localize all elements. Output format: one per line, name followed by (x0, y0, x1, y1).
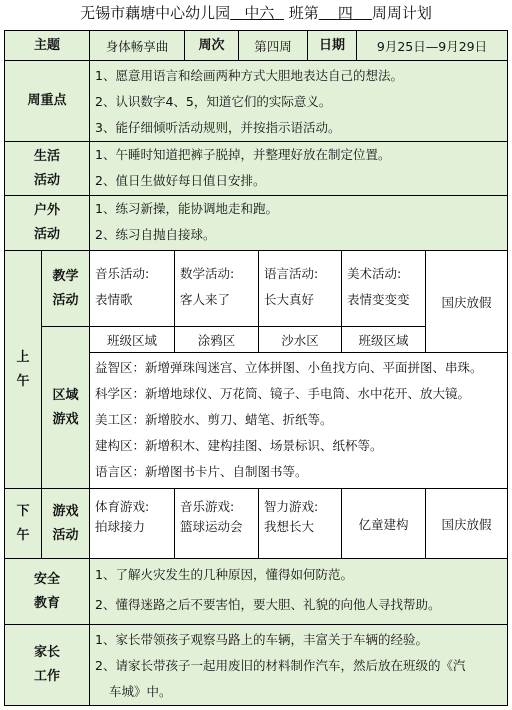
week-value: 第四周 (238, 30, 308, 61)
focus-item: 2、认识数字4、5，知道它们的实际意义。 (95, 94, 332, 109)
afternoon-intellect: 智力游戏: 我想长大 (258, 488, 342, 559)
area-item: 语言区：新增图书卡片、自制图书等。 (95, 464, 308, 479)
title-ban: 班第 (288, 4, 319, 22)
week-number: 四 (337, 4, 353, 22)
areas-list (89, 352, 508, 489)
afternoon-holiday: 国庆放假 (425, 488, 508, 559)
area-item: 科学区：新增地球仪、万花筒、镜子、手电筒、水中花开、放大镜。 (95, 386, 471, 401)
parents-item: 车城》中。 (109, 684, 172, 699)
page-title (0, 0, 512, 28)
theme-label: 主题 (4, 30, 90, 61)
class-name: 中六 (244, 4, 275, 22)
teaching-music: 音乐活动: 表情歌 (89, 250, 175, 327)
date-value: 9月25日—9月29日 (356, 30, 508, 61)
afternoon-construction: 亿童建构 (341, 488, 426, 559)
date-label: 日期 (307, 30, 357, 61)
teaching-art: 美术活动: 表情变变变 (341, 250, 426, 327)
life-label: 生活 活动 (4, 141, 90, 196)
outdoor-item: 2、练习自抛自接球。 (95, 227, 216, 242)
week-label: 周次 (184, 30, 239, 61)
afternoon-music: 音乐游戏: 篮球运动会 (174, 488, 259, 559)
focus-label: 周重点 (4, 60, 90, 142)
focus-item: 1、愿意用语言和绘画两种方式大胆地表达自己的想法。 (95, 68, 403, 83)
life-list (89, 141, 508, 196)
parents-item: 2、请家长带孩子一起用废旧的材料制作汽车，然后放在班级的《汽 (95, 658, 466, 673)
parents-list (89, 624, 508, 706)
outdoor-item: 1、练习新操，能协调地走和跑。 (95, 201, 278, 216)
teaching-math: 数学活动: 客人来了 (174, 250, 259, 327)
life-item: 2、值日生做好每日值日安排。 (95, 173, 266, 188)
parents-item: 1、家长带领孩子观察马路上的车辆，丰富关于车辆的经验。 (95, 632, 428, 647)
theme-value: 身体畅享曲 (89, 30, 185, 61)
parents-label: 家长 工作 (4, 624, 90, 706)
area-item: 益智区：新增弹珠闯迷宫、立体拼图、小鱼找方向、平面拼图、串珠。 (95, 360, 483, 375)
area-header-doodle: 涂鸦区 (174, 326, 259, 353)
area-header-class-2: 班级区域 (341, 326, 426, 353)
afternoon-label: 下 午 (4, 488, 42, 559)
title-suffix: 周周计划 (371, 4, 432, 22)
safety-list (89, 558, 508, 625)
outdoor-list (89, 195, 508, 251)
area-header-sandwater: 沙水区 (258, 326, 342, 353)
areas-label: 区域 游戏 (41, 326, 90, 489)
safety-item: 1、了解火灾发生的几种原因，懂得如何防范。 (95, 567, 353, 582)
afternoon-games-label: 游戏 活动 (41, 488, 90, 559)
focus-item: 3、能仔细倾听活动规则，并按指示语活动。 (95, 120, 341, 135)
area-header-class: 班级区域 (89, 326, 175, 353)
teaching-label: 教学 活动 (41, 250, 90, 327)
morning-holiday: 国庆放假 (425, 250, 508, 353)
school-name: 无锡市藕塘中心幼儿园 (80, 4, 231, 22)
safety-label: 安全 教育 (4, 558, 90, 625)
focus-list (89, 60, 508, 142)
outdoor-label: 户外 活动 (4, 195, 90, 251)
afternoon-sports: 体育游戏: 拍球接力 (89, 488, 175, 559)
area-item: 美工区：新增胶水、剪刀、蜡笔、折纸等。 (95, 412, 333, 427)
teaching-language: 语言活动: 长大真好 (258, 250, 342, 327)
area-item: 建构区：新增积木、建构挂图、场景标识、纸杯等。 (95, 438, 383, 453)
life-item: 1、午睡时知道把裤子脱掉，并整理好放在制定位置。 (95, 147, 391, 162)
morning-label: 上 午 (4, 250, 42, 489)
safety-item: 2、懂得迷路之后不要害怕，要大胆、礼貌的向他人寻找帮助。 (95, 597, 441, 612)
